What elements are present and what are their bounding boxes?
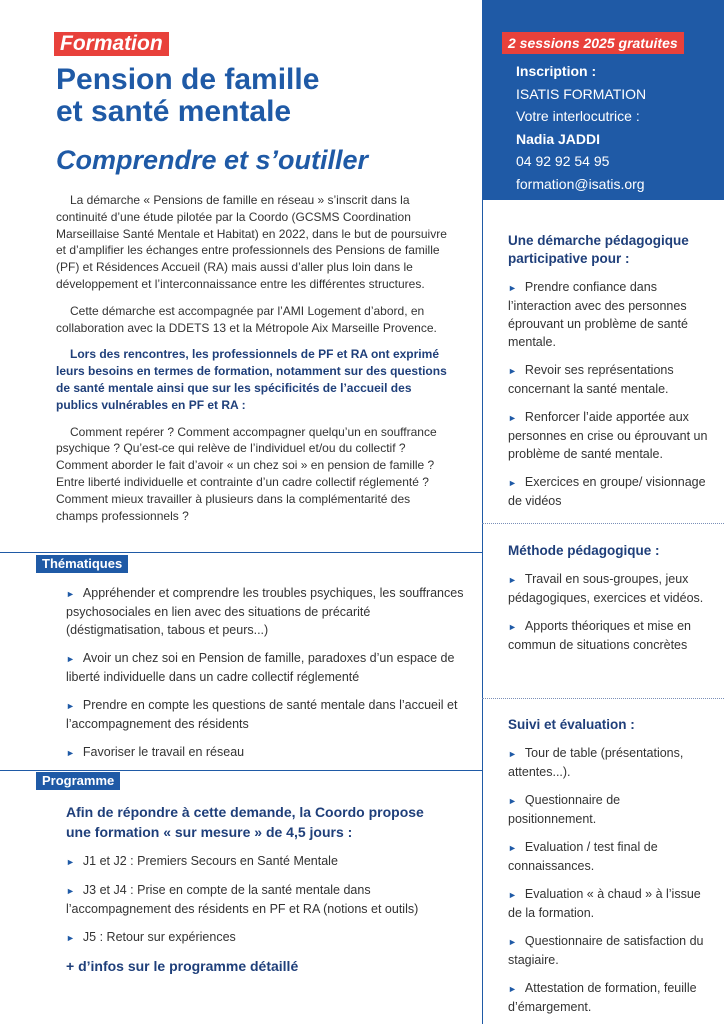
- contact-phone[interactable]: 04 92 92 54 95: [516, 153, 610, 169]
- column-divider: [482, 200, 483, 1024]
- arrow-icon: ►: [508, 413, 517, 423]
- dotted-divider: [482, 698, 724, 699]
- arrow-icon: ►: [508, 283, 517, 293]
- intro-text: [56, 192, 448, 534]
- list-item: ► Apports théoriques et mise en commun de situations concrètes: [508, 619, 691, 652]
- intro-paragraph: Cette démarche est accompagnée par l’AMI Logement d’abord, en collaboration avec la DDETS 13 et la Métropole Aix Marseille Provence.: [56, 303, 437, 335]
- arrow-icon: ►: [508, 366, 517, 376]
- dotted-divider: [482, 523, 724, 524]
- arrow-icon: ►: [508, 478, 517, 488]
- suivi-section: [508, 716, 708, 1026]
- arrow-icon: ►: [66, 933, 75, 943]
- arrow-icon: ►: [508, 843, 517, 853]
- intro-questions: Comment repérer ? Comment accompagner quelqu’un en souffrance psychique ? Qu’est-ce qui relève de l’individuel et/ou du collectif ? Comment aborder le fait d’avoir « un chez soi » en pension de famille ? Entre liberté individuelle et contrainte d’un cadre collectif réglementé ? Comment mieux travailler à plusieurs dans la complémentarité des champs professionnels ?: [56, 424, 437, 523]
- arrow-icon: ►: [66, 589, 75, 599]
- arrow-icon: ►: [66, 857, 75, 867]
- demarche-section: [508, 232, 708, 520]
- organisme: ISATIS FORMATION: [516, 85, 647, 102]
- programme-intro: Afin de répondre à cette demande, la Coordo propose une formation « sur mesure » de 4,5 jours :: [66, 804, 424, 840]
- page-title: [56, 64, 456, 128]
- suivi-title: Suivi et évaluation :: [508, 717, 635, 732]
- thematiques-heading: Thématiques: [36, 555, 128, 573]
- list-item: ► Evaluation / test final de connaissances.: [508, 840, 658, 873]
- arrow-icon: ►: [66, 701, 75, 711]
- list-item: ► J5 : Retour sur expériences: [66, 930, 236, 944]
- sessions-tag: 2 sessions 2025 gratuites: [502, 32, 684, 54]
- section-rule: [0, 552, 482, 553]
- list-item: ► Avoir un chez soi en Pension de famille, paradoxes d’un espace de liberté individuelle dans un cadre collectif réglementé: [66, 651, 455, 684]
- list-item: ► Tour de table (présentations, attentes...).: [508, 746, 684, 779]
- interlocutrice-label: Votre interlocutrice :: [516, 108, 640, 124]
- demarche-title: Une démarche pédagogique participative pour :: [508, 233, 689, 266]
- contact-email[interactable]: formation@isatis.org: [516, 175, 645, 192]
- methode-title: Méthode pédagogique :: [508, 543, 660, 558]
- page-subtitle: Comprendre et s’outiller: [56, 145, 369, 175]
- list-item: ► Favoriser le travail en réseau: [66, 745, 245, 759]
- arrow-icon: ►: [508, 984, 517, 994]
- arrow-icon: ►: [66, 886, 75, 896]
- list-item: ► Prendre confiance dans l’interaction avec des personnes éprouvant un problème de santé mentale.: [508, 280, 688, 349]
- intro-paragraph-bold: Lors des rencontres, les professionnels de PF et RA ont exprimé leurs besoins en termes de formation, notamment sur des questions de santé mentale ainsi que sur les spécificités de l’accueil des publics vulnérables en PF et RA :: [56, 347, 447, 412]
- list-item: ► J3 et J4 : Prise en compte de la santé mentale dans l’accompagnement des résidents en PF et RA (notions et outils): [66, 883, 419, 916]
- arrow-icon: ►: [508, 575, 517, 585]
- arrow-icon: ►: [66, 654, 75, 664]
- list-item: ► Questionnaire de positionnement.: [508, 793, 621, 826]
- formation-tag: Formation: [54, 32, 169, 56]
- inscription-label: Inscription :: [516, 63, 597, 79]
- methode-section: [508, 542, 708, 664]
- list-item: ► Attestation de formation, feuille d’émargement.: [508, 981, 697, 1014]
- arrow-icon: ►: [508, 796, 517, 806]
- list-item: ► Prendre en compte les questions de santé mentale dans l’accueil et l’accompagnement des résidents: [66, 698, 458, 731]
- contact-name: Nadia JADDI: [516, 130, 601, 147]
- list-item: ► Revoir ses représentations concernant la santé mentale.: [508, 363, 674, 396]
- arrow-icon: ►: [508, 937, 517, 947]
- thematiques-list: [66, 584, 466, 772]
- list-item: ► Renforcer l’aide apportée aux personnes en crise ou éprouvant un problème de santé mentale.: [508, 410, 708, 461]
- arrow-icon: ►: [508, 622, 517, 632]
- list-item: ► Exercices en groupe/ visionnage de vidéos: [508, 475, 706, 508]
- title-line-2: et santé mentale: [56, 95, 292, 128]
- contact-info: [516, 60, 646, 195]
- programme-list: [66, 852, 466, 957]
- more-info-link[interactable]: + d’infos sur le programme détaillé: [66, 958, 299, 974]
- list-item: ► J1 et J2 : Premiers Secours en Santé Mentale: [66, 854, 338, 868]
- arrow-icon: ►: [66, 748, 75, 758]
- list-item: ► Appréhender et comprendre les troubles psychiques, les souffrances psychosociales en lien avec des situations de précarité (déstigmatisation, tabous et peurs...): [66, 586, 464, 637]
- arrow-icon: ►: [508, 749, 517, 759]
- programme-heading: Programme: [36, 772, 120, 790]
- list-item: ► Travail en sous-groupes, jeux pédagogiques, exercices et vidéos.: [508, 572, 704, 605]
- title-line-1: Pension de famille: [56, 63, 320, 96]
- arrow-icon: ►: [508, 890, 517, 900]
- section-rule: [0, 770, 482, 771]
- list-item: ► Evaluation « à chaud » à l’issue de la formation.: [508, 887, 701, 920]
- intro-paragraph: La démarche « Pensions de famille en réseau » s’inscrit dans la continuité d’une étude pilotée par la Coordo (GCSMS Coordination Marseillaise Santé Mentale et Habitat) en 2022, dans le but de poursuivre et d’amplifier les échanges entre professionnels des Pensions de famille (PF) et Résidences Accueil (RA) mais aussi d’aller plus loin dans le développement et l’interconnaissance entre les différentes structures.: [56, 193, 447, 291]
- list-item: ► Questionnaire de satisfaction du stagiaire.: [508, 934, 704, 967]
